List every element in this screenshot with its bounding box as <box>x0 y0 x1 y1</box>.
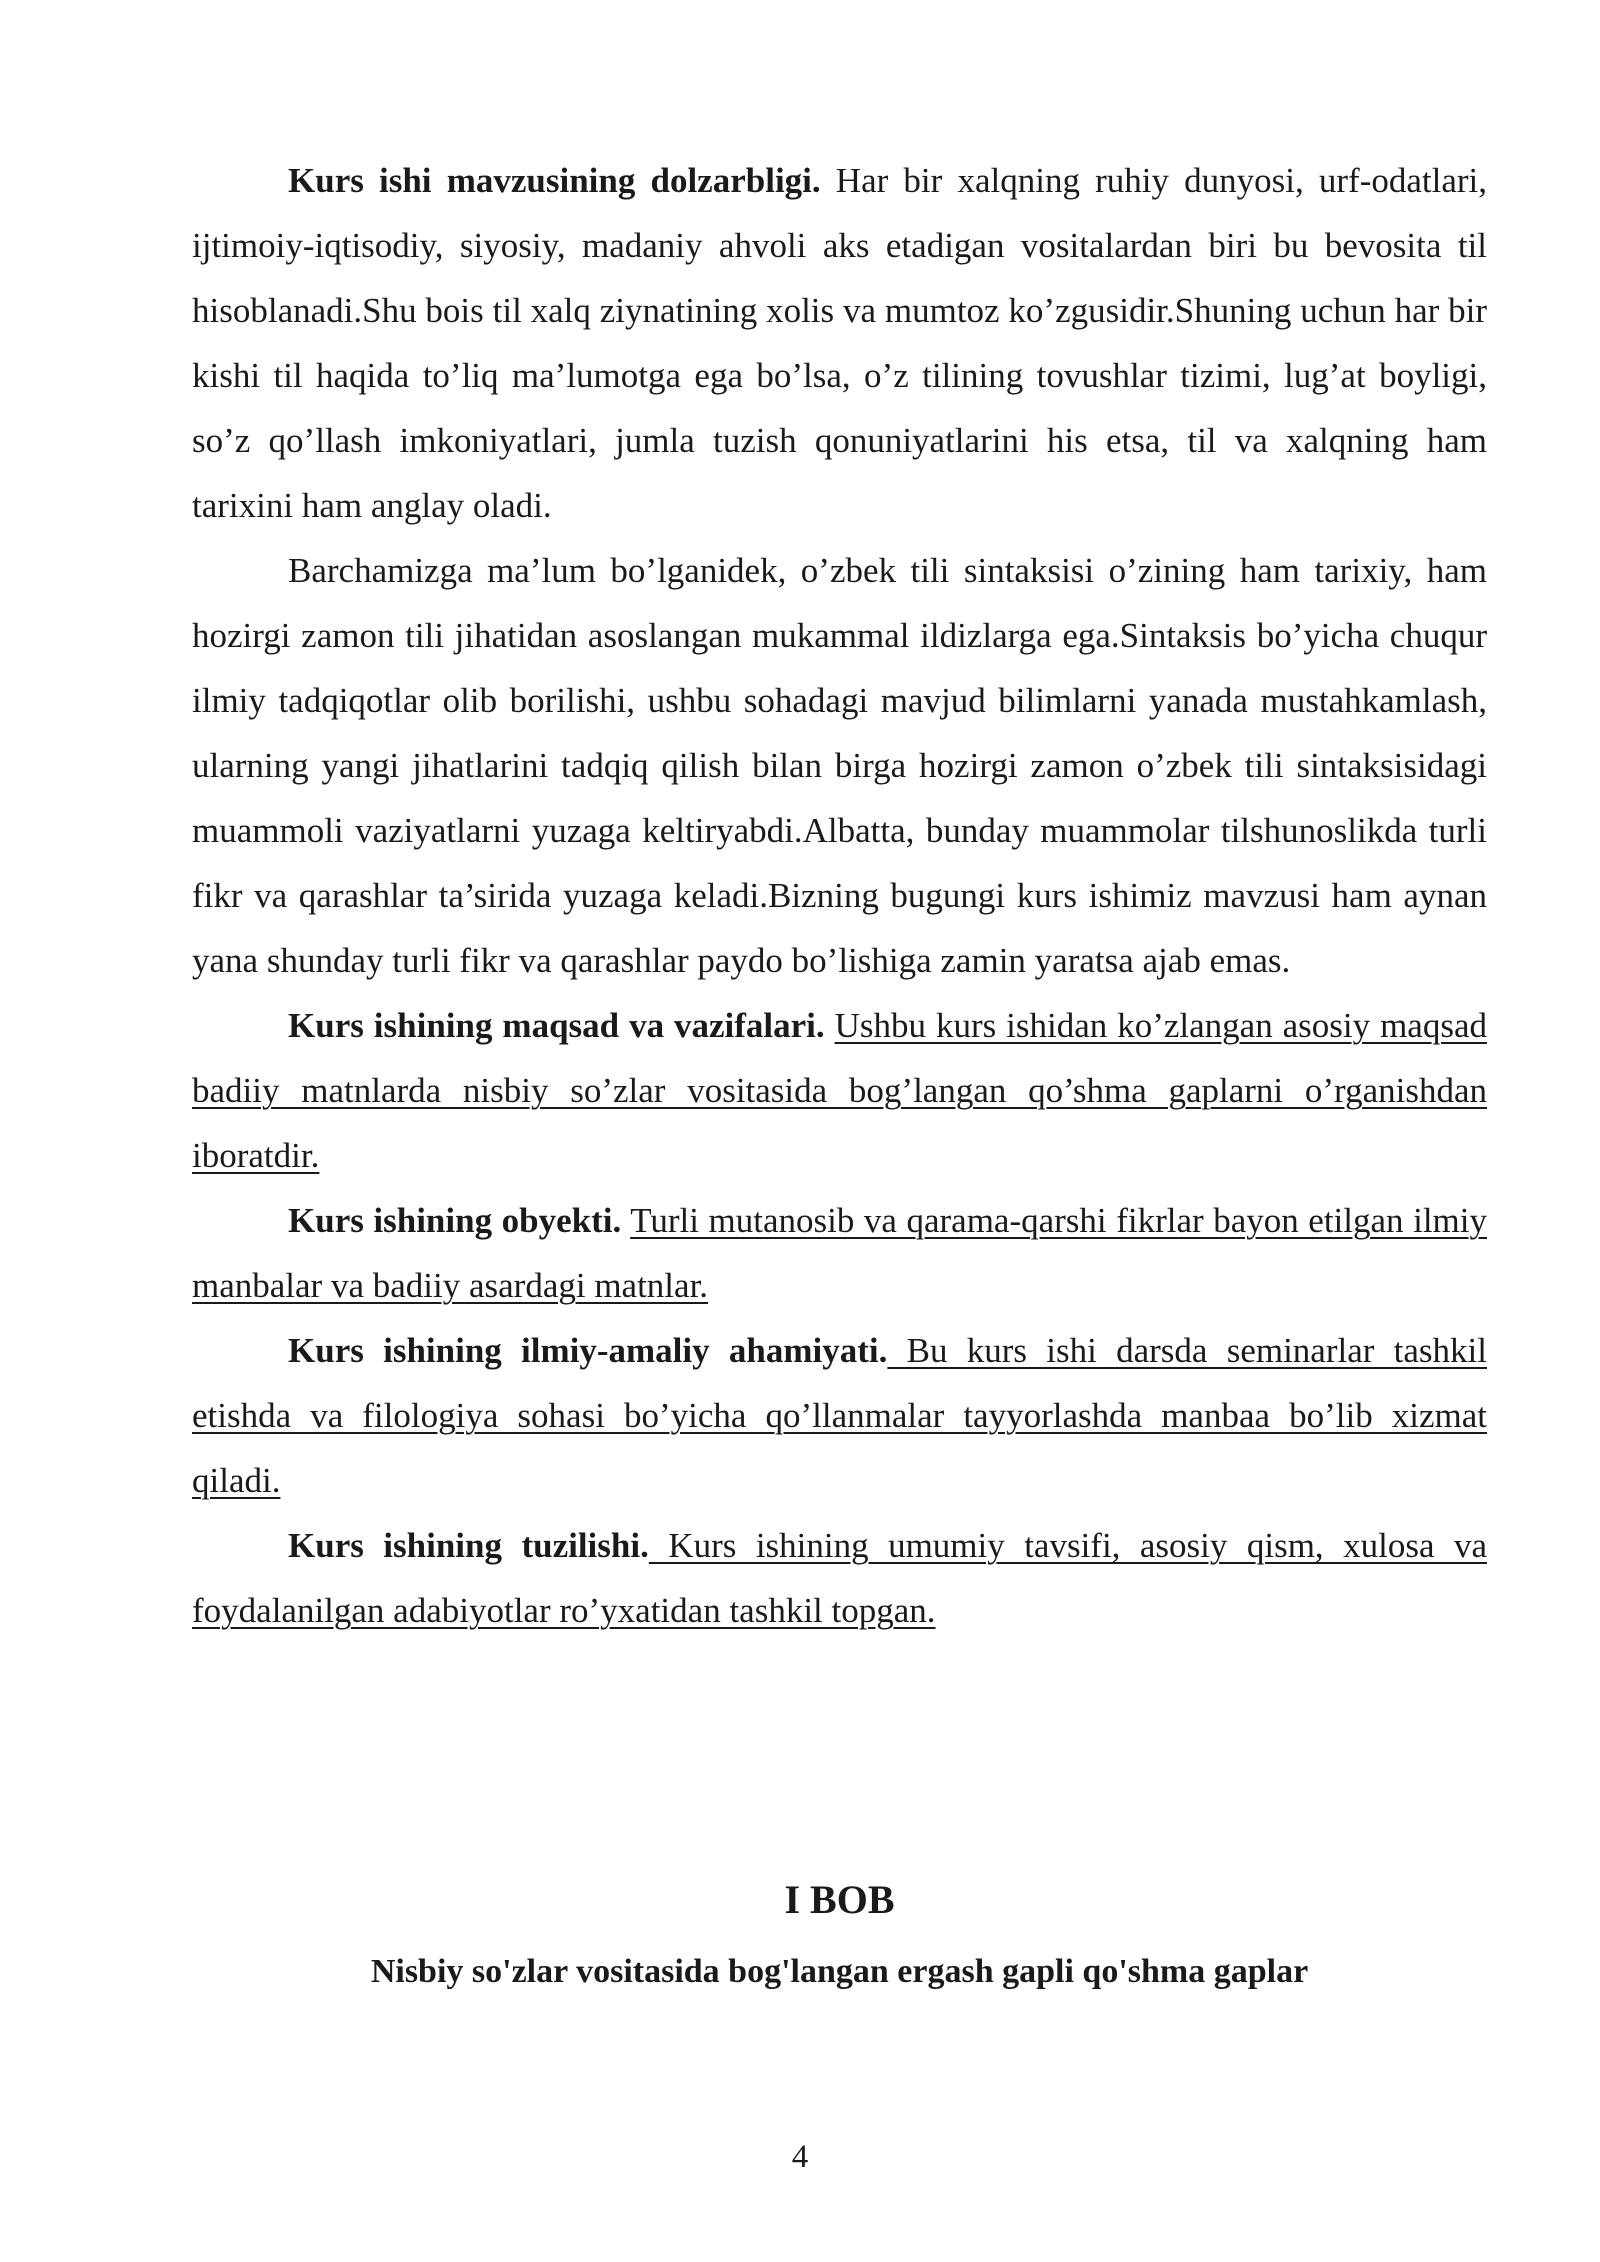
chapter-title: Nisbiy so'zlar vositasida bog'langan ergash gapli qo'shma gaplar <box>370 1953 1309 1990</box>
paragraph-relevance <box>192 148 1487 538</box>
paragraph-text: Kurs ishining umumiy tavsifi, asosiy qism, xulosa va foydalanilgan adabiyotlar ro’yxatidan tashkil topgan. <box>192 1526 1488 1630</box>
paragraph-heading: Kurs ishining obyekti. <box>288 1201 622 1240</box>
document-body <box>192 148 1487 1643</box>
paragraph-heading: Kurs ishi mavzusining dolzarbligi. <box>288 161 821 200</box>
paragraph-text: Ushbu kurs ishidan ko’zlangan asosiy maqsad badiiy matnlarda nisbiy so’zlar vositasida bog’langan qo’shma gaplarni o’rganishdan iboratdir. <box>192 1006 1487 1175</box>
paragraph-structure <box>192 1513 1487 1643</box>
paragraph-text: Turli mutanosib va qarama-qarshi fikrlar bayon etilgan ilmiy manbalar va badiiy asardagi matnlar. <box>192 1201 1487 1305</box>
paragraph-goals <box>192 993 1487 1188</box>
paragraph-heading: Kurs ishining ilmiy-amaliy ahamiyati. <box>288 1331 888 1370</box>
paragraph-text: Barchamizga ma’lum bo’lganidek, o’zbek tili sintaksisi o’zining ham tarixiy, ham hozirgi zamon tili jihatidan asoslangan mukammal ildizlarga ega.Sintaksis bo’yicha chuqur ilmiy tadqiqotlar olib borilishi, ushbu sohadagi mavjud bilimlarni yanada mustahkamlash, ularning yangi jihatlarini tadqiq qilish bilan birga hozirgi zamon o’zbek tili sintaksisidagi muammoli vaziyatlarni yuzaga keltiryabdi.Albatta, bunday muammolar tilshunoslikda turli fikr va qarashlar ta’sirida yuzaga keladi.Bizning bugungi kurs ishimiz mavzusi ham aynan yana shunday turli fikr va qarashlar paydo bo’lishiga zamin yaratsa ajab emas. <box>192 551 1487 980</box>
paragraph-text: Har bir xalqning ruhiy dunyosi, urf-odatlari, ijtimoiy-iqtisodiy, siyosiy, madaniy ahvoli aks etadigan vositalardan biri bu bevosita til hisoblanadi.Shu bois til xalq ziynatining xolis va mumtoz ko’zgusidir.Shuning uchun har bir kishi til haqida to’liq ma’lumotga ega bo’lsa, o’z tilining tovushlar tizimi, lug’at boyligi, so’z qo’llash imkoniyatlari, jumla tuzish qonuniyatlarini his etsa, til va xalqning ham tarixini ham anglay oladi. <box>192 161 1487 525</box>
paragraph-text: Bu kurs ishi darsda seminarlar tashkil etishda va filologiya sohasi bo’yicha qo’llanmalar tayyorlashda manbaa bo’lib xizmat qiladi. <box>192 1331 1487 1500</box>
paragraph-heading: Kurs ishining tuzilishi. <box>288 1526 649 1565</box>
paragraph-background <box>192 538 1487 993</box>
paragraph-object <box>192 1188 1487 1318</box>
page-number: 4 <box>791 2139 809 2175</box>
paragraph-heading: Kurs ishining maqsad va vazifalari. <box>288 1006 825 1045</box>
chapter-number: I BOB <box>784 1877 895 1922</box>
paragraph-significance <box>192 1318 1487 1513</box>
